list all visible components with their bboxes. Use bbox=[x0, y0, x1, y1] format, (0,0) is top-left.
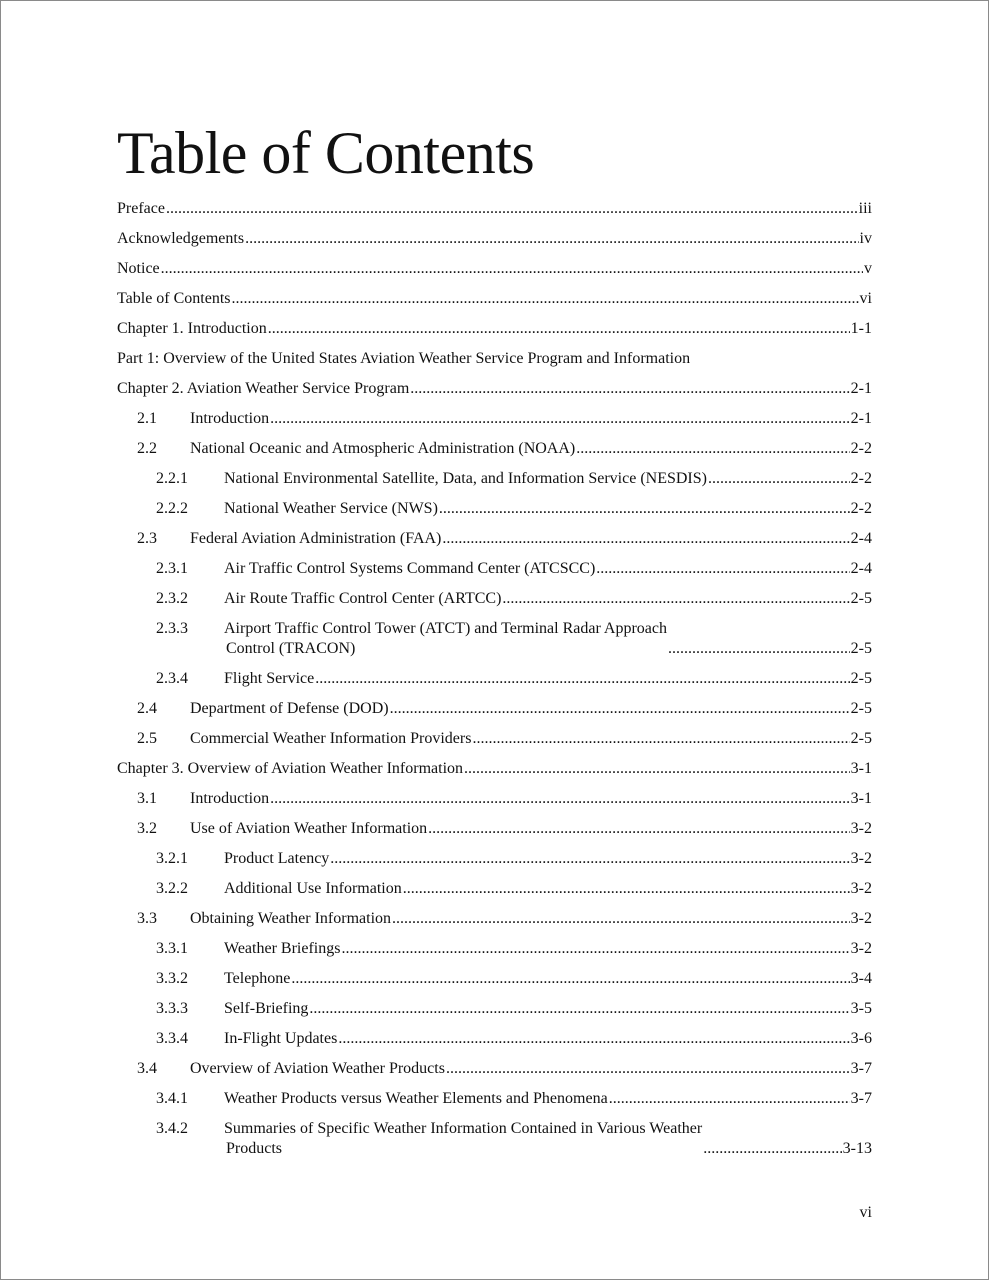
toc-entry-page: 2-2 bbox=[850, 470, 872, 487]
toc-entry-page: 2-2 bbox=[850, 500, 872, 517]
toc-entry-label: Introduction bbox=[190, 410, 270, 427]
toc-entry-page: 3-2 bbox=[850, 880, 872, 897]
toc-entry-label: Table of Contents bbox=[117, 290, 231, 307]
toc-entry-3-2-2[interactable] bbox=[156, 879, 872, 899]
toc-entry-3-3[interactable] bbox=[137, 909, 872, 929]
dot-leader bbox=[338, 1029, 849, 1049]
toc-entry-2-2-2[interactable] bbox=[156, 499, 872, 519]
dot-leader bbox=[309, 999, 849, 1019]
toc-part-heading bbox=[117, 349, 872, 369]
toc-entry-3-4-2[interactable] bbox=[156, 1119, 872, 1159]
toc-entry-2-3-1[interactable] bbox=[156, 559, 872, 579]
toc-entry-number: 2.3.4 bbox=[156, 670, 188, 687]
toc-entry-page: 2-5 bbox=[850, 640, 872, 657]
toc-entry-2-3-4[interactable] bbox=[156, 669, 872, 689]
toc-entry-page: 3-2 bbox=[850, 940, 872, 957]
toc-entry-number: 3.4 bbox=[137, 1060, 157, 1077]
toc-entry-label: Air Traffic Control Systems Command Center (ATCSCC) bbox=[224, 560, 596, 577]
toc-entry-label: National Weather Service (NWS) bbox=[224, 500, 438, 517]
toc-entry-number: 3.2.1 bbox=[156, 850, 188, 867]
toc-entry-label: National Oceanic and Atmospheric Administration (NOAA) bbox=[190, 440, 576, 457]
dot-leader bbox=[315, 669, 849, 689]
dot-leader bbox=[245, 229, 858, 249]
dot-leader bbox=[270, 409, 850, 429]
toc-entry-chapter-2[interactable] bbox=[117, 379, 872, 399]
dot-leader bbox=[390, 699, 850, 719]
dot-leader bbox=[330, 849, 849, 869]
toc-entry-2-4[interactable] bbox=[137, 699, 872, 719]
toc-entry-page: 2-5 bbox=[850, 590, 872, 607]
dot-leader bbox=[609, 1089, 850, 1109]
toc-entry-number: 3.4.2 bbox=[156, 1120, 188, 1137]
dot-leader bbox=[472, 729, 849, 749]
toc-entry-label-wrap bbox=[224, 619, 667, 659]
dot-leader bbox=[341, 939, 849, 959]
toc-entry-chapter-1[interactable] bbox=[117, 319, 872, 339]
dot-leader bbox=[464, 759, 850, 779]
toc-entry-label: Weather Products versus Weather Elements and Phenomena bbox=[224, 1090, 608, 1107]
dot-leader bbox=[166, 199, 858, 219]
toc-entry-label: Airport Traffic Control Tower (ATCT) and Terminal Radar Approach bbox=[224, 620, 668, 637]
toc-entry-2-3[interactable] bbox=[137, 529, 872, 549]
toc-entry-label: Part 1: Overview of the United States Aviation Weather Service Program and Information bbox=[117, 350, 691, 367]
toc-entry-page: iv bbox=[859, 230, 872, 247]
toc-entry-page: 2-1 bbox=[850, 380, 872, 397]
toc-entry-label: Commercial Weather Information Providers bbox=[190, 730, 472, 747]
toc-entry-label: Acknowledgements bbox=[117, 230, 245, 247]
toc-entry-label: Use of Aviation Weather Information bbox=[190, 820, 428, 837]
dot-leader bbox=[596, 559, 849, 579]
toc-entry-number: 3.2 bbox=[137, 820, 157, 837]
toc-entry-number: 3.3.3 bbox=[156, 1000, 188, 1017]
dot-leader bbox=[268, 319, 850, 339]
toc-entry-number: 3.4.1 bbox=[156, 1090, 188, 1107]
dot-leader bbox=[668, 639, 850, 659]
toc-entry-number: 2.3.2 bbox=[156, 590, 188, 607]
toc-entry-2-2[interactable] bbox=[137, 439, 872, 459]
toc-entry-3-3-1[interactable] bbox=[156, 939, 872, 959]
toc-entry-label: Additional Use Information bbox=[224, 880, 402, 897]
toc-entry-label: In-Flight Updates bbox=[224, 1030, 338, 1047]
toc-entry-page: 3-4 bbox=[850, 970, 872, 987]
toc-entry-2-2-1[interactable] bbox=[156, 469, 872, 489]
toc-entry-3-2-1[interactable] bbox=[156, 849, 872, 869]
dot-leader bbox=[232, 289, 859, 309]
toc-entry-3-2[interactable] bbox=[137, 819, 872, 839]
toc-entry-page: 3-2 bbox=[850, 910, 872, 927]
toc-entry-number: 3.3 bbox=[137, 910, 157, 927]
toc-entry-number: 2.2 bbox=[137, 440, 157, 457]
toc-entry-page: 2-2 bbox=[850, 440, 872, 457]
dot-leader bbox=[403, 879, 850, 899]
dot-leader bbox=[428, 819, 850, 839]
toc-entry-page: 3-7 bbox=[850, 1060, 872, 1077]
toc-entry-3-1[interactable] bbox=[137, 789, 872, 809]
toc-entry-number: 3.3.2 bbox=[156, 970, 188, 987]
dot-leader bbox=[446, 1059, 850, 1079]
toc-entry-label: Preface bbox=[117, 200, 165, 217]
toc-entry-label: Federal Aviation Administration (FAA) bbox=[190, 530, 442, 547]
toc-entry-number: 2.2.1 bbox=[156, 470, 188, 487]
toc-entry-page: 3-5 bbox=[850, 1000, 872, 1017]
toc-entry-label: Telephone bbox=[224, 970, 291, 987]
toc-entry-page: 3-7 bbox=[850, 1090, 872, 1107]
toc-entry-page: 3-6 bbox=[850, 1030, 872, 1047]
toc-entry-label: Chapter 2. Aviation Weather Service Program bbox=[117, 380, 410, 397]
page-title: Table of Contents bbox=[117, 120, 535, 186]
toc-entry-label: Overview of Aviation Weather Products bbox=[190, 1060, 445, 1077]
toc-entry-chapter-3[interactable] bbox=[117, 759, 872, 779]
toc-entry-label-continued: Control (TRACON) bbox=[226, 640, 356, 657]
toc-entry-label: Department of Defense (DOD) bbox=[190, 700, 389, 717]
toc-entry-label: Notice bbox=[117, 260, 160, 277]
toc-entry-label: Chapter 3. Overview of Aviation Weather Information bbox=[117, 760, 464, 777]
toc-entry-3-3-3[interactable] bbox=[156, 999, 872, 1019]
dot-leader bbox=[410, 379, 849, 399]
toc-entry-page: 3-2 bbox=[850, 850, 872, 867]
toc-entry-2-3-2[interactable] bbox=[156, 589, 872, 609]
dot-leader bbox=[291, 969, 849, 989]
toc-entry-3-4[interactable] bbox=[137, 1059, 872, 1079]
toc-entry-number: 2.3 bbox=[137, 530, 157, 547]
dot-leader bbox=[576, 439, 849, 459]
toc-entry-number: 2.2.2 bbox=[156, 500, 188, 517]
toc-entry-label: Self-Briefing bbox=[224, 1000, 309, 1017]
toc-entry-2-3-3[interactable] bbox=[156, 619, 872, 659]
toc-entry-number: 2.3.3 bbox=[156, 620, 188, 637]
toc-entry-3-3-4[interactable] bbox=[156, 1029, 872, 1049]
toc-entry-page: 2-4 bbox=[850, 560, 872, 577]
toc-entry-page: 1-1 bbox=[850, 320, 872, 337]
toc-entry-page: 2-5 bbox=[850, 700, 872, 717]
toc-entry-label: Introduction bbox=[190, 790, 270, 807]
toc-entry-label-continued: Products bbox=[226, 1140, 282, 1157]
toc-entry-number: 2.3.1 bbox=[156, 560, 188, 577]
toc-entry-label: Flight Service bbox=[224, 670, 315, 687]
toc-entry-page: vi bbox=[859, 290, 872, 307]
toc-entry-number: 3.1 bbox=[137, 790, 157, 807]
toc-entry-label: Weather Briefings bbox=[224, 940, 341, 957]
toc-entry-number: 3.3.4 bbox=[156, 1030, 188, 1047]
toc-entry-page: 3-13 bbox=[842, 1140, 872, 1157]
toc-entry-page: 3-1 bbox=[850, 760, 872, 777]
toc-entry-label: Obtaining Weather Information bbox=[190, 910, 392, 927]
toc-entry-table-of-contents[interactable] bbox=[117, 289, 872, 309]
toc-entry-page: iii bbox=[858, 200, 872, 217]
page-number: vi bbox=[859, 1204, 872, 1221]
dot-leader bbox=[270, 789, 850, 809]
dot-leader bbox=[439, 499, 850, 519]
toc-entry-label: Air Route Traffic Control Center (ARTCC) bbox=[224, 590, 502, 607]
toc-entry-page: v bbox=[864, 260, 872, 277]
toc-entry-label: National Environmental Satellite, Data, and Information Service (NESDIS) bbox=[224, 470, 707, 487]
toc-entry-number: 2.4 bbox=[137, 700, 157, 717]
toc-entry-label: Chapter 1. Introduction bbox=[117, 320, 267, 337]
toc-entry-acknowledgements[interactable] bbox=[117, 229, 872, 249]
toc-entry-page: 2-5 bbox=[850, 730, 872, 747]
toc-entry-number: 3.2.2 bbox=[156, 880, 188, 897]
dot-leader bbox=[442, 529, 849, 549]
dot-leader bbox=[708, 469, 850, 489]
toc-entry-3-3-2[interactable] bbox=[156, 969, 872, 989]
toc-entry-page: 3-1 bbox=[850, 790, 872, 807]
toc-entry-2-1[interactable] bbox=[137, 409, 872, 429]
toc-entry-number: 2.1 bbox=[137, 410, 157, 427]
toc-entry-number: 3.3.1 bbox=[156, 940, 188, 957]
toc-entry-number: 2.5 bbox=[137, 730, 157, 747]
dot-leader bbox=[392, 909, 850, 929]
toc-entry-label: Product Latency bbox=[224, 850, 330, 867]
toc-entry-page: 2-5 bbox=[850, 670, 872, 687]
toc-entry-preface[interactable] bbox=[117, 199, 872, 219]
dot-leader bbox=[161, 259, 863, 279]
toc-entry-3-4-1[interactable] bbox=[156, 1089, 872, 1109]
toc-entry-page: 3-2 bbox=[850, 820, 872, 837]
toc-entry-page: 2-4 bbox=[850, 530, 872, 547]
dot-leader bbox=[502, 589, 849, 609]
toc-entry-notice[interactable] bbox=[117, 259, 872, 279]
toc-entry-page: 2-1 bbox=[850, 410, 872, 427]
toc-entry-label-wrap bbox=[224, 1119, 702, 1159]
toc-entry-label: Summaries of Specific Weather Information Contained in Various Weather bbox=[224, 1120, 703, 1137]
toc-entry-2-5[interactable] bbox=[137, 729, 872, 749]
dot-leader bbox=[703, 1139, 841, 1159]
